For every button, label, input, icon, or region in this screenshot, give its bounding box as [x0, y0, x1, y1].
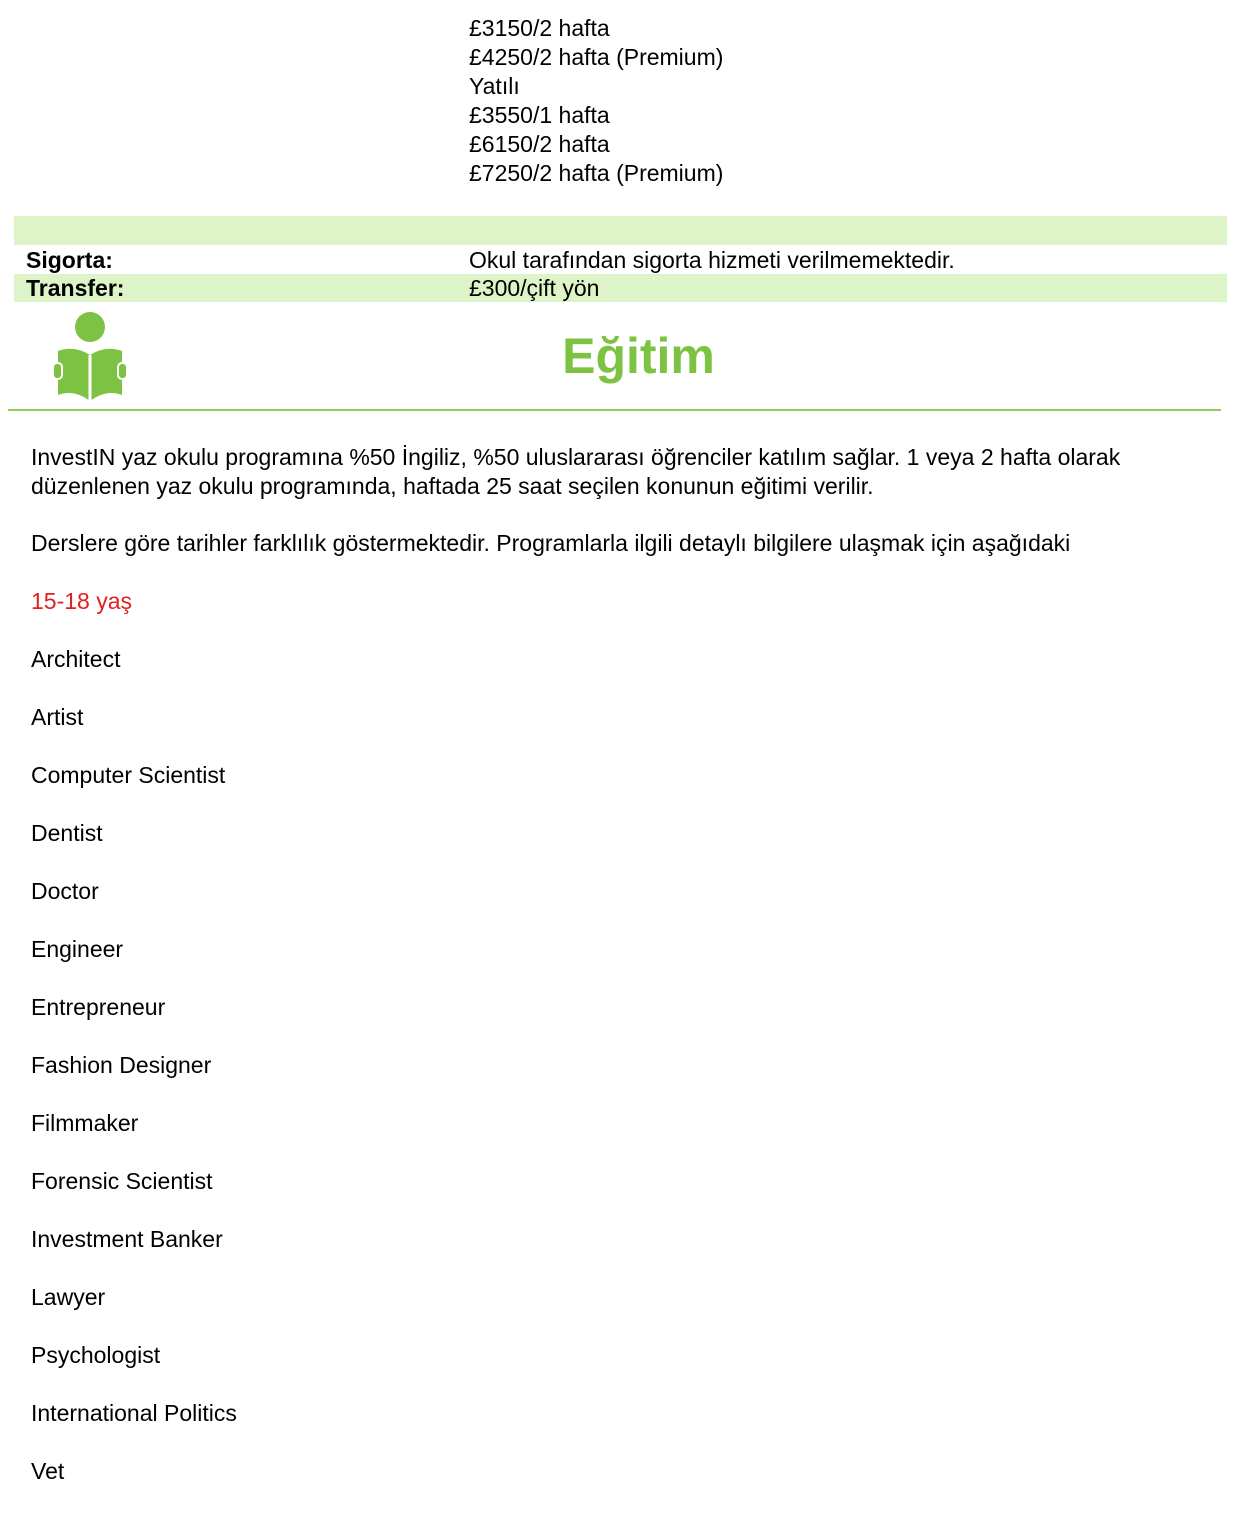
- dates-paragraph: Derslere göre tarihler farklılık göstermektedir. Programlarla ilgili detaylı bilgilere ulaşmak için aşağıdaki: [31, 530, 1071, 556]
- price-line: £3150/2 hafta: [469, 15, 610, 41]
- age-group-label: 15-18 yaş: [31, 588, 133, 614]
- price-list: [469, 14, 723, 188]
- course-list: [31, 645, 237, 1515]
- section-title: Eğitim: [562, 328, 715, 384]
- insurance-row: [14, 246, 1227, 274]
- transfer-row: [14, 274, 1227, 302]
- course-item: Vet: [31, 1458, 65, 1484]
- course-item: Forensic Scientist: [31, 1168, 213, 1194]
- course-item: Computer Scientist: [31, 762, 226, 788]
- price-line: £7250/2 hafta (Premium): [469, 160, 724, 186]
- price-line: Yatılı: [469, 73, 520, 99]
- course-item: Fashion Designer: [31, 1052, 212, 1078]
- course-item: Engineer: [31, 936, 124, 962]
- course-item: Filmmaker: [31, 1110, 139, 1136]
- course-item: Dentist: [31, 820, 103, 846]
- table-spacer-band: [14, 216, 1227, 245]
- section-divider: [8, 409, 1221, 411]
- intro-paragraph: InvestIN yaz okulu programına %50 İngiliz, %50 uluslararası öğrenciler katılım sağlar. 1 veya 2 hafta olarak düzenlenen yaz okulu programında, haftada 25 saat seçilen konunun eğitimi verilir.: [31, 444, 1121, 499]
- course-item: Psychologist: [31, 1342, 161, 1368]
- course-item: Lawyer: [31, 1284, 106, 1310]
- price-line: £3550/1 hafta: [469, 102, 610, 128]
- course-item: Architect: [31, 646, 121, 672]
- price-line: £4250/2 hafta (Premium): [469, 44, 724, 70]
- transfer-value: £300/çift yön: [469, 275, 600, 301]
- course-item: Investment Banker: [31, 1226, 223, 1252]
- insurance-label: Sigorta:: [26, 247, 113, 273]
- course-item: Entrepreneur: [31, 994, 166, 1020]
- transfer-label: Transfer:: [26, 275, 125, 301]
- price-line: £6150/2 hafta: [469, 131, 610, 157]
- insurance-value: Okul tarafından sigorta hizmeti verilmemektedir.: [469, 247, 955, 273]
- course-item: Artist: [31, 704, 84, 730]
- course-item: Doctor: [31, 878, 99, 904]
- course-item: International Politics: [31, 1400, 237, 1426]
